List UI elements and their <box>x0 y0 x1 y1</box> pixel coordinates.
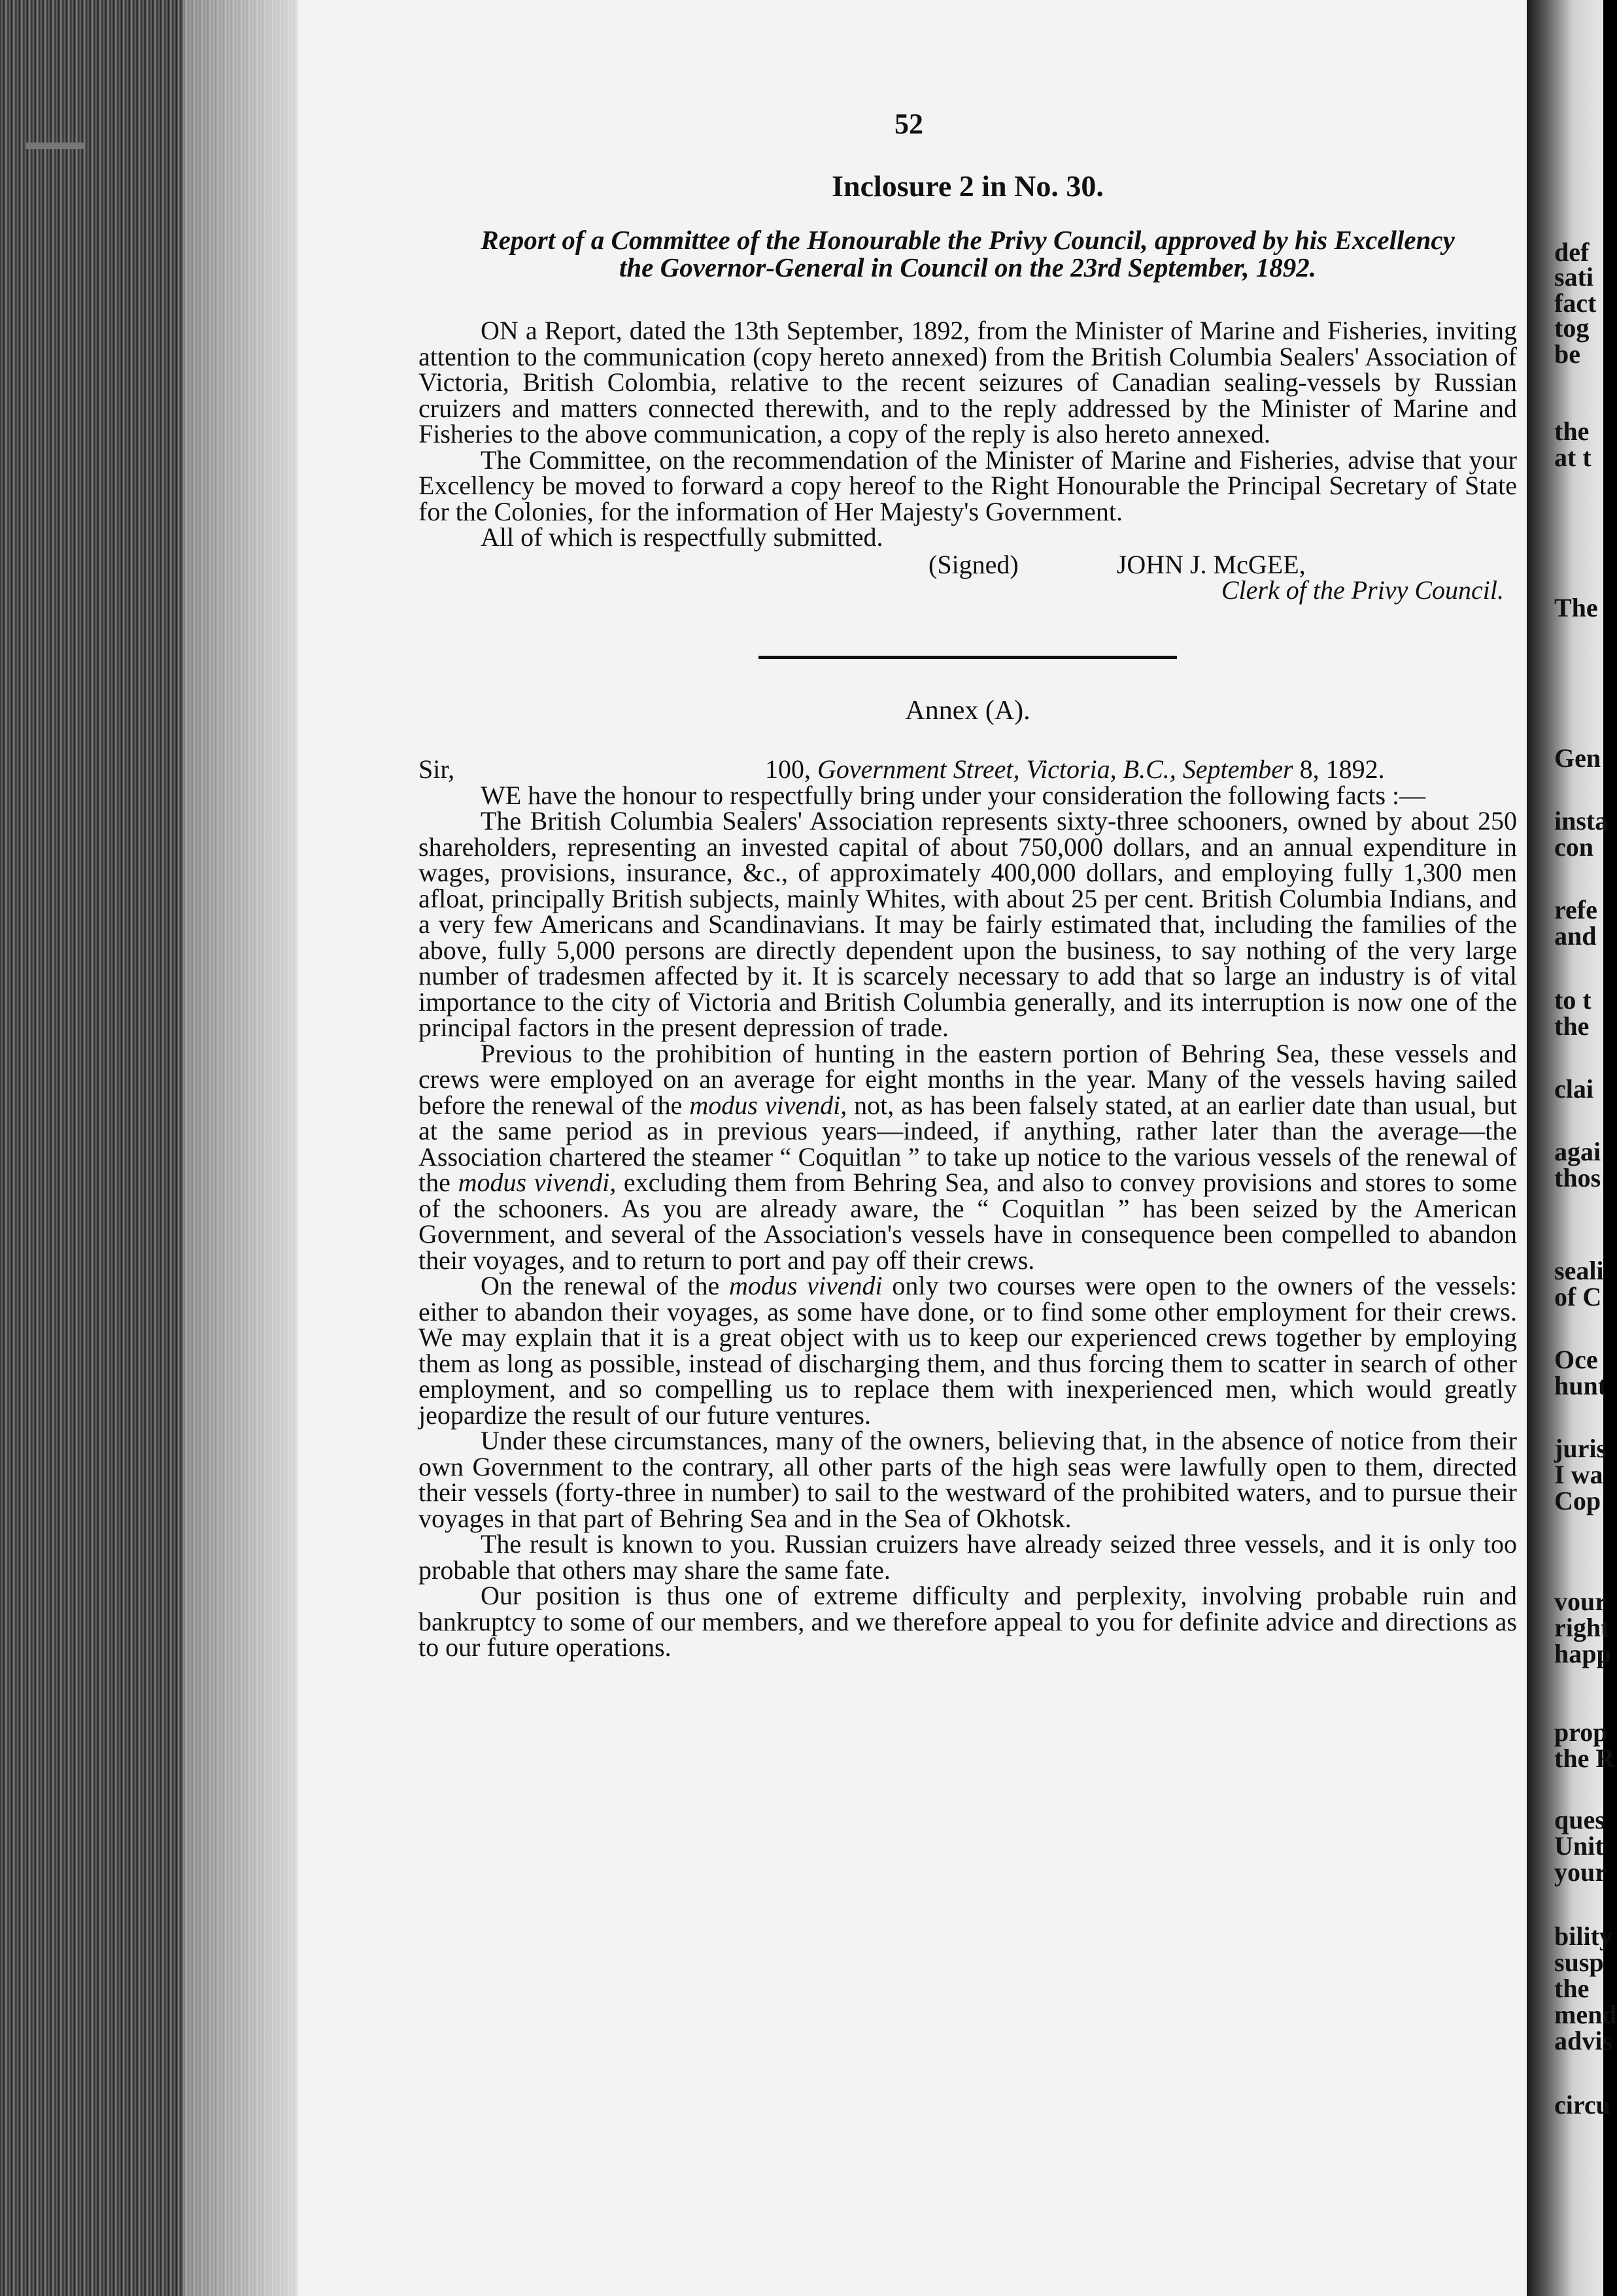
letter-paragraph-prohibition <box>418 1038 1517 1275</box>
facing-fragment: insta <box>1554 806 1608 836</box>
facing-fragment: thos <box>1554 1163 1601 1192</box>
facing-fragment: right <box>1554 1613 1610 1642</box>
letter-address <box>765 756 1385 783</box>
facing-fragment: agai <box>1554 1137 1601 1166</box>
facing-fragment: mend <box>1554 2000 1617 2029</box>
signed-label: (Signed) <box>928 549 1019 579</box>
signature-line <box>418 549 1517 579</box>
address-number: 100, <box>765 754 811 784</box>
italic-term: modus vivendi, <box>458 1168 617 1197</box>
section-divider <box>758 656 1177 659</box>
text-run: On the renewal of the <box>481 1271 730 1300</box>
facing-fragment: Cop <box>1554 1486 1601 1515</box>
facing-fragment: def <box>1554 237 1590 267</box>
facing-fragment: juris <box>1554 1434 1607 1463</box>
facing-fragment: con <box>1554 832 1593 862</box>
text-run: not, as has been falsely stated, at an earlier date than usual, but at the same period as in previous years—indeed, if anything, rather later than the average—the Association chartered the steamer “ Coquitlan ” to take up notice to the various vessels of the renewal of the <box>418 1090 1517 1197</box>
italic-term: modus vivendi <box>729 1271 883 1300</box>
facing-fragment: and <box>1554 921 1597 951</box>
facing-fragment: advis <box>1554 2026 1612 2055</box>
facing-fragment: tog <box>1554 313 1590 343</box>
letter-paragraph: Under these circumstances, many of the owners, believing that, in the absence of notice from their own Government to the contrary, all other parts of the high seas were lawfully open to them, directed their vessels (forty-three in number) to sail to the westward of the prohibited waters, and to pursue their voyages in that part of Behring Sea and in the Sea of Okhotsk. <box>418 1426 1517 1533</box>
facing-fragment: Oce <box>1554 1345 1598 1374</box>
letter-paragraph: The result is known to you. Russian cruizers have already seized three vessels, and it is only too probable that others may share the same fate. <box>418 1529 1517 1585</box>
facing-fragment: sati <box>1554 262 1593 292</box>
letter-header <box>418 756 1517 783</box>
report-paragraph: All of which is respectfully submitted. <box>481 522 883 552</box>
address-street: Government Street, Victoria, B.C., September <box>817 754 1293 784</box>
facing-fragment: the R <box>1554 1744 1615 1773</box>
signer-title: Clerk of the Privy Council. <box>1221 575 1504 605</box>
facing-fragment: susp <box>1554 1948 1604 1977</box>
report-title <box>418 226 1517 281</box>
facing-fragment: vour <box>1554 1587 1607 1616</box>
report-paragraph: ON a Report, dated the 13th September, 1892, from the Minister of Marine and Fisheries, inviting attention to the communication (copy hereto annexed) from the British Columbia Sealers' Association of Victoria, British Colombia, relative to the recent seizures of Canadian sealing-vessels by Russian cruizers and matters connected therewith, and to the reply addressed by the Minister of Marine and Fisheries to the above communication, a copy of the reply is also hereto annexed. <box>418 316 1517 448</box>
letter-paragraph: The British Columbia Sealers' Association represents sixty-three schooners, owned by about 250 shareholders, representing an invested capital of about 750,000 dollars, and an annual expenditure in wages, provisions, insurance, &c., of approximately 400,000 dollars, and employing fully 1,300 men afloat, principally British subjects, mainly Whites, with about 25 per cent. British Columbia Indians, and a very few Americans and Scandinavians. It may be fairly estimated that, including the families of the above, fully 5,000 persons are directly dependent upon the business, to say nothing of the very large number of tradesmen affected by it. It is scarcely necessary to add that so large an industry is of vital importance to the city of Victoria and British Columbia generally, and its interruption is now one of the principal factors in the present depression of trade. <box>418 806 1517 1042</box>
facing-fragment: your <box>1554 1857 1607 1887</box>
letter-intro: WE have the honour to respectfully bring under your consideration the following facts :— <box>481 780 1426 810</box>
inclosure-heading: Inclosure 2 in No. 30. <box>832 169 1104 203</box>
facing-fragment: ques <box>1554 1805 1605 1834</box>
facing-fragment: Unit <box>1554 1831 1604 1861</box>
facing-fragment: The <box>1554 593 1598 622</box>
salutation: Sir, <box>418 754 455 784</box>
facing-fragment: bility <box>1554 1921 1612 1951</box>
signer-name: JOHN J. McGEE, <box>1116 549 1306 579</box>
text-run: excluding them from Behring Sea, and also to convey provisions and stores to some of the schooners. As you are already aware, the “ Coquitlan ” has been seized by the American Government, and several of the Association's vessels have in consequence been compelled to abandon their voyages, and to return to port and pay off their crews. <box>418 1168 1517 1275</box>
facing-fragment: to t <box>1554 985 1591 1015</box>
facing-fragment: be <box>1554 339 1580 369</box>
facing-fragment: clai <box>1554 1074 1593 1104</box>
italic-term: modus vivendi, <box>689 1090 847 1120</box>
facing-fragment: fact <box>1554 288 1597 318</box>
facing-fragment: hunt <box>1554 1371 1607 1400</box>
annex-heading: Annex (A). <box>905 695 1030 726</box>
facing-fragment: of C <box>1554 1282 1602 1311</box>
report-paragraph: The Committee, on the recommendation of the Minister of Marine and Fisheries, advise that your Excellency be moved to forward a copy hereof to the Right Honourable the Principal Secretary of State for the Colonies, for the information of Her Majesty's Government. <box>418 445 1517 526</box>
facing-fragment: at t <box>1554 443 1591 472</box>
text-run: only two courses were open to the owners of the vessels: either to abandon their voyages, as some have done, or to find some other employment for their crews. We may explain that it is a great object with us to keep our experienced crews together by employing them as long as possible, instead of discharging them, and thus forcing them to scatter in search of other employment, and so compelling us to replace them with inexperienced men, which would greatly jeopardize the result of our future ventures. <box>418 1271 1517 1430</box>
page-number: 52 <box>894 108 923 140</box>
facing-fragment: Gen <box>1554 743 1601 773</box>
book-spine-edge <box>0 0 301 2296</box>
facing-fragment: circu <box>1554 2090 1610 2119</box>
facing-fragment: seali <box>1554 1256 1604 1285</box>
scan-mark <box>26 143 85 149</box>
facing-fragment: refe <box>1554 895 1597 924</box>
letter-paragraph: Our position is thus one of extreme difficulty and perplexity, involving probable ruin and bankruptcy to some of our members, and we therefore appeal to you for definite advice and directions as to our future operations. <box>418 1581 1517 1662</box>
facing-page-edge <box>1527 0 1617 2296</box>
report-title-line: Report of a Committee of the Honourable the Privy Council, approved by his Excellency <box>481 225 1455 255</box>
facing-fragment: happ <box>1554 1639 1611 1668</box>
report-title-line: the Governor-General in Council on the 23rd September, 1892. <box>619 252 1317 282</box>
text-run: Previous to the prohibition of hunting in the eastern portion of Behring Sea, these vessels and crews were employed on an average for eight months in the year. Many of the vessels having sailed before the renewal of the <box>418 1038 1517 1120</box>
facing-fragment: I wa <box>1554 1460 1603 1489</box>
document-body <box>418 108 1517 1662</box>
facing-fragment: the <box>1554 1011 1590 1041</box>
facing-fragment: the <box>1554 1974 1590 2003</box>
facing-fragment: the <box>1554 416 1590 446</box>
address-date: 8, 1892. <box>1299 754 1385 784</box>
letter-paragraph-renewal <box>418 1273 1517 1428</box>
facing-fragment: prop <box>1554 1717 1608 1747</box>
